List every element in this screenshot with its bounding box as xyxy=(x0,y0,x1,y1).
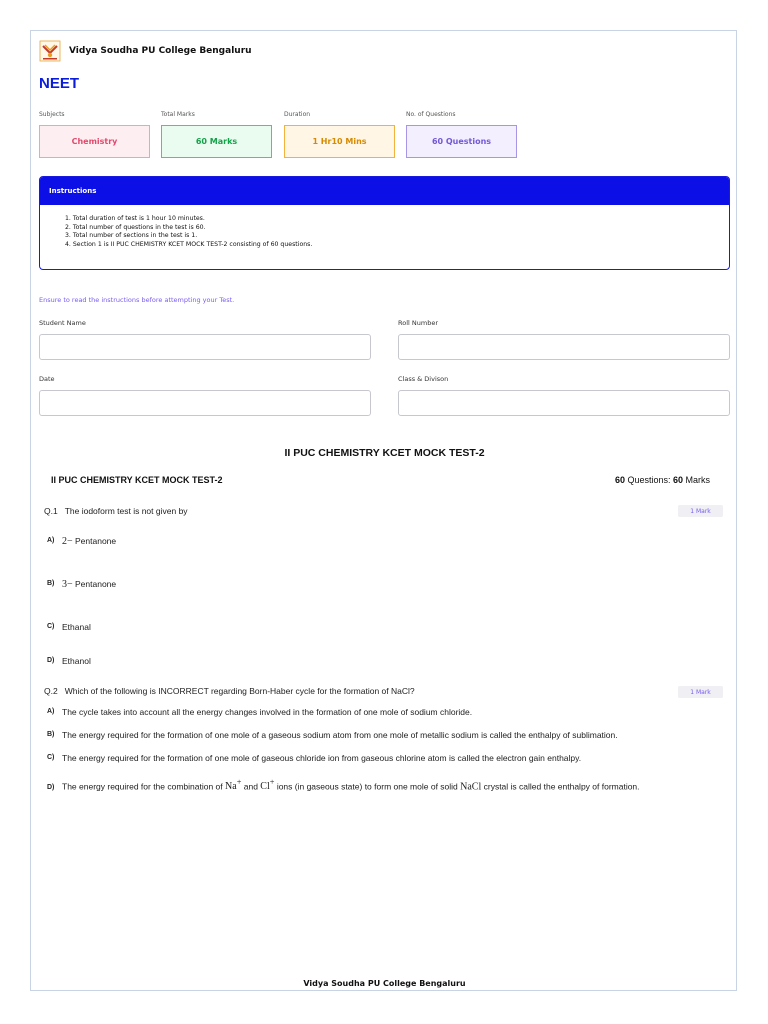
test-title: II PUC CHEMISTRY KCET MOCK TEST-2 xyxy=(284,447,485,459)
option-d[interactable] xyxy=(47,656,717,666)
duration-box: 1 Hr10 Mins xyxy=(284,125,395,158)
instruction-item: 3. Total number of sections in the test is 1. xyxy=(65,232,198,240)
option-letter: D) xyxy=(47,784,55,791)
question-text: The iodoform test is not given by xyxy=(64,506,188,516)
option-b[interactable] xyxy=(47,730,717,740)
mark-badge: 1 Mark xyxy=(678,686,723,698)
question-1 xyxy=(44,506,188,516)
instructions-panel xyxy=(39,176,730,270)
instructions-title: Instructions xyxy=(40,177,729,205)
instruction-item: 2. Total number of questions in the test is 60. xyxy=(65,223,206,231)
class-label: Class & Divison xyxy=(398,375,449,383)
option-c[interactable] xyxy=(47,622,717,632)
meta-labels xyxy=(39,111,539,121)
marks-word: Marks xyxy=(683,475,710,485)
option-letter: A) xyxy=(47,708,55,715)
instruction-item: 1. Total duration of test is 1 hour 10 minutes. xyxy=(65,215,205,222)
option-text: ions (in gaseous state) to form one mole of solid xyxy=(274,781,461,792)
option-text: Pentanone xyxy=(72,579,117,589)
option-text: Pentanone xyxy=(72,536,117,546)
option-letter: C) xyxy=(47,623,55,630)
duration-label: Duration xyxy=(284,111,311,118)
question-number: Q.1 xyxy=(44,506,58,516)
option-text: The cycle takes into account all the energy changes involved in the formation of one mole of sodium chloride. xyxy=(62,707,473,717)
document-page xyxy=(30,30,737,991)
mark-badge: 1 Mark xyxy=(678,505,723,517)
questions-word: Questions: xyxy=(624,475,673,485)
question-text: Which of the following is INCORRECT regarding Born-Haber cycle for the formation of NaCl? xyxy=(64,686,415,696)
instructions-list xyxy=(40,205,729,249)
roll-number-label: Roll Number xyxy=(398,319,438,327)
option-text: Ethanal xyxy=(62,622,91,632)
option-letter: A) xyxy=(47,537,55,544)
option-text: The energy required for the combination of xyxy=(62,781,226,792)
class-input[interactable] xyxy=(398,390,730,416)
sodium-ion-math: Na+ xyxy=(225,778,242,793)
option-a[interactable] xyxy=(47,536,717,547)
student-name-label: Student Name xyxy=(39,319,86,327)
total-marks-box: 60 Marks xyxy=(161,125,272,158)
section-name: II PUC CHEMISTRY KCET MOCK TEST-2 xyxy=(51,475,223,485)
marks-count: 60 xyxy=(672,475,683,485)
option-letter: C) xyxy=(47,754,55,761)
option-d[interactable] xyxy=(47,778,717,792)
option-text: Ethanol xyxy=(62,656,91,666)
subject-box: Chemistry xyxy=(39,125,150,158)
question-number: Q.2 xyxy=(44,686,58,696)
footer: Vidya Soudha PU College Bengaluru xyxy=(303,979,466,988)
college-logo xyxy=(39,40,61,62)
option-text: and xyxy=(241,781,261,792)
total-marks-label: Total Marks xyxy=(161,111,195,118)
date-label: Date xyxy=(39,375,55,383)
option-math: 2− xyxy=(62,536,73,547)
option-a[interactable] xyxy=(47,707,717,717)
student-name-input[interactable] xyxy=(39,334,371,360)
roll-number-input[interactable] xyxy=(398,334,730,360)
questions-count: 60 xyxy=(614,475,625,485)
option-text: crystal is called the enthalpy of formation. xyxy=(481,781,640,792)
header xyxy=(39,40,252,62)
college-name: Vidya Soudha PU College Bengaluru xyxy=(69,46,252,56)
instruction-item: 4. Section 1 is II PUC CHEMISTRY KCET MOCK TEST-2 consisting of 60 questions. xyxy=(65,240,313,248)
chloride-ion-math: Cl+ xyxy=(260,778,275,793)
option-letter: D) xyxy=(47,657,55,664)
option-text: The energy required for the formation of one mole of a gaseous sodium atom from one mole of metallic sodium is called the enthalpy of sublimation. xyxy=(62,730,618,740)
option-letter: B) xyxy=(47,580,55,587)
date-input[interactable] xyxy=(39,390,371,416)
option-letter: B) xyxy=(47,731,55,738)
option-c[interactable] xyxy=(47,753,717,763)
nacl-math: NaCl xyxy=(460,781,482,793)
instructions-notice: Ensure to read the instructions before attempting your Test. xyxy=(39,296,235,304)
exam-title: NEET xyxy=(39,75,80,92)
questions-box: 60 Questions xyxy=(406,125,517,158)
questions-label: No. of Questions xyxy=(406,111,456,118)
section-stats xyxy=(615,475,710,485)
option-text: The energy required for the formation of one mole of gaseous chloride ion from gaseous chlorine atom is called the electron gain enthalpy. xyxy=(62,753,582,763)
option-math: 3− xyxy=(62,579,73,590)
option-b[interactable] xyxy=(47,579,717,590)
subjects-label: Subjects xyxy=(39,111,65,118)
question-2 xyxy=(44,686,415,696)
